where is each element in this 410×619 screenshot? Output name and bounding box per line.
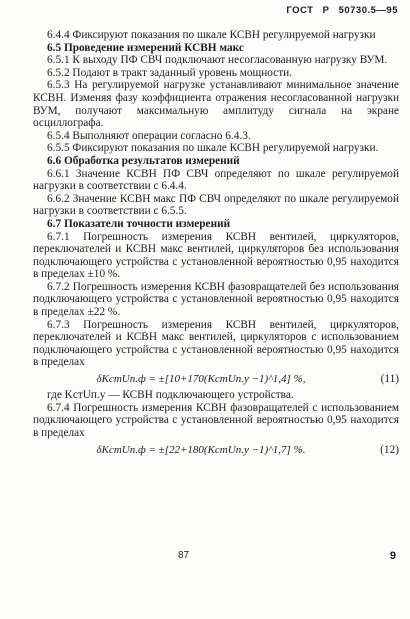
equation-row [33, 372, 399, 387]
paragraph: 6.7.2 Погрешность измерения КСВН фазовращателей без использования подключающего устройства с установленной вероятностью 0,95 находится в пределах ±22 %. [33, 280, 399, 319]
paragraph: 6.6.2 Значение КСВН макс ПФ СВЧ определяют по шкале регулируемой нагрузки в соответствии с 6.5.5. [33, 192, 399, 218]
page-number: 87 [178, 550, 190, 561]
paragraph: 6.7.1 Погрешность измерения КСВН вентилей, циркуляторов, переключателей и КСВН макс вентилей, циркуляторов без использования подключающего устройства с установленной вероятностью 0,95 находится в пределах ±10 %. [33, 230, 399, 281]
paragraph: 6.5.2 Подают в тракт заданный уровень мощности. [47, 66, 293, 79]
paragraph: 6.5.3 На регулируемой нагрузке устанавливают минимальное значение КСВН. Изменяя фазу коэффициента отражения несогласованной нагрузки ВУМ, получают максимальную амплитуду сигнала на экране осциллографа. [33, 79, 399, 130]
paragraph: 6.7.3 Погрешность измерения КСВН вентилей, циркуляторов, переключателей и КСВН макс вентилей, циркуляторов с использованием подключающего устройства с установленной вероятностью 0,95 находится в пределах [33, 318, 399, 369]
equation-number: (12) [380, 443, 399, 456]
document-body [33, 29, 399, 459]
paragraph: 6.5.4 Выполняют операции согласно 6.4.3. [47, 129, 251, 142]
page-corner-number: 9 [389, 550, 396, 562]
paragraph: 6.5.5 Фиксируют показания по шкале КСВН регулируемой нагрузки. [47, 142, 379, 155]
header-r: Р [322, 5, 330, 16]
equation-row [33, 442, 399, 457]
page-header [280, 5, 398, 16]
header-gost: ГОСТ [286, 5, 314, 16]
equation-formula: δKстUп.ф = ±[22+180(KстUп.у −1)^1,7] %. [96, 443, 306, 456]
paragraph: где KстUп.у — КСВН подключающего устройства. [47, 389, 294, 402]
equation-number: (11) [380, 373, 399, 386]
paragraph: 6.7.4 Погрешность измерения КСВН фазовращателей с использованием подключающего устройства с установленной вероятностью 0,95 находится в пределах [33, 401, 399, 439]
equation-formula: δKстUп.ф = ±[10+170(KстUп.у −1)^1,4] %, [96, 373, 306, 386]
section-heading: 6.7 Показатели точности измерений [47, 217, 231, 230]
paragraph: 6.4.4 Фиксируют показания по шкале КСВН регулируемой нагрузки [47, 29, 376, 41]
section-heading: 6.5 Проведение измерений КСВН макс [47, 41, 244, 54]
paragraph: 6.6.1 Значение КСВН ПФ СВЧ определяют по шкале регулируемой нагрузки в соответствии с 6.4.4. [33, 167, 399, 193]
header-number: 50730.5—95 [338, 5, 398, 16]
section-heading: 6.6 Обработка результатов измерений [47, 154, 240, 167]
paragraph: 6.5.1 К выходу ПФ СВЧ подключают несогласованную нагрузку ВУМ. [47, 54, 388, 67]
